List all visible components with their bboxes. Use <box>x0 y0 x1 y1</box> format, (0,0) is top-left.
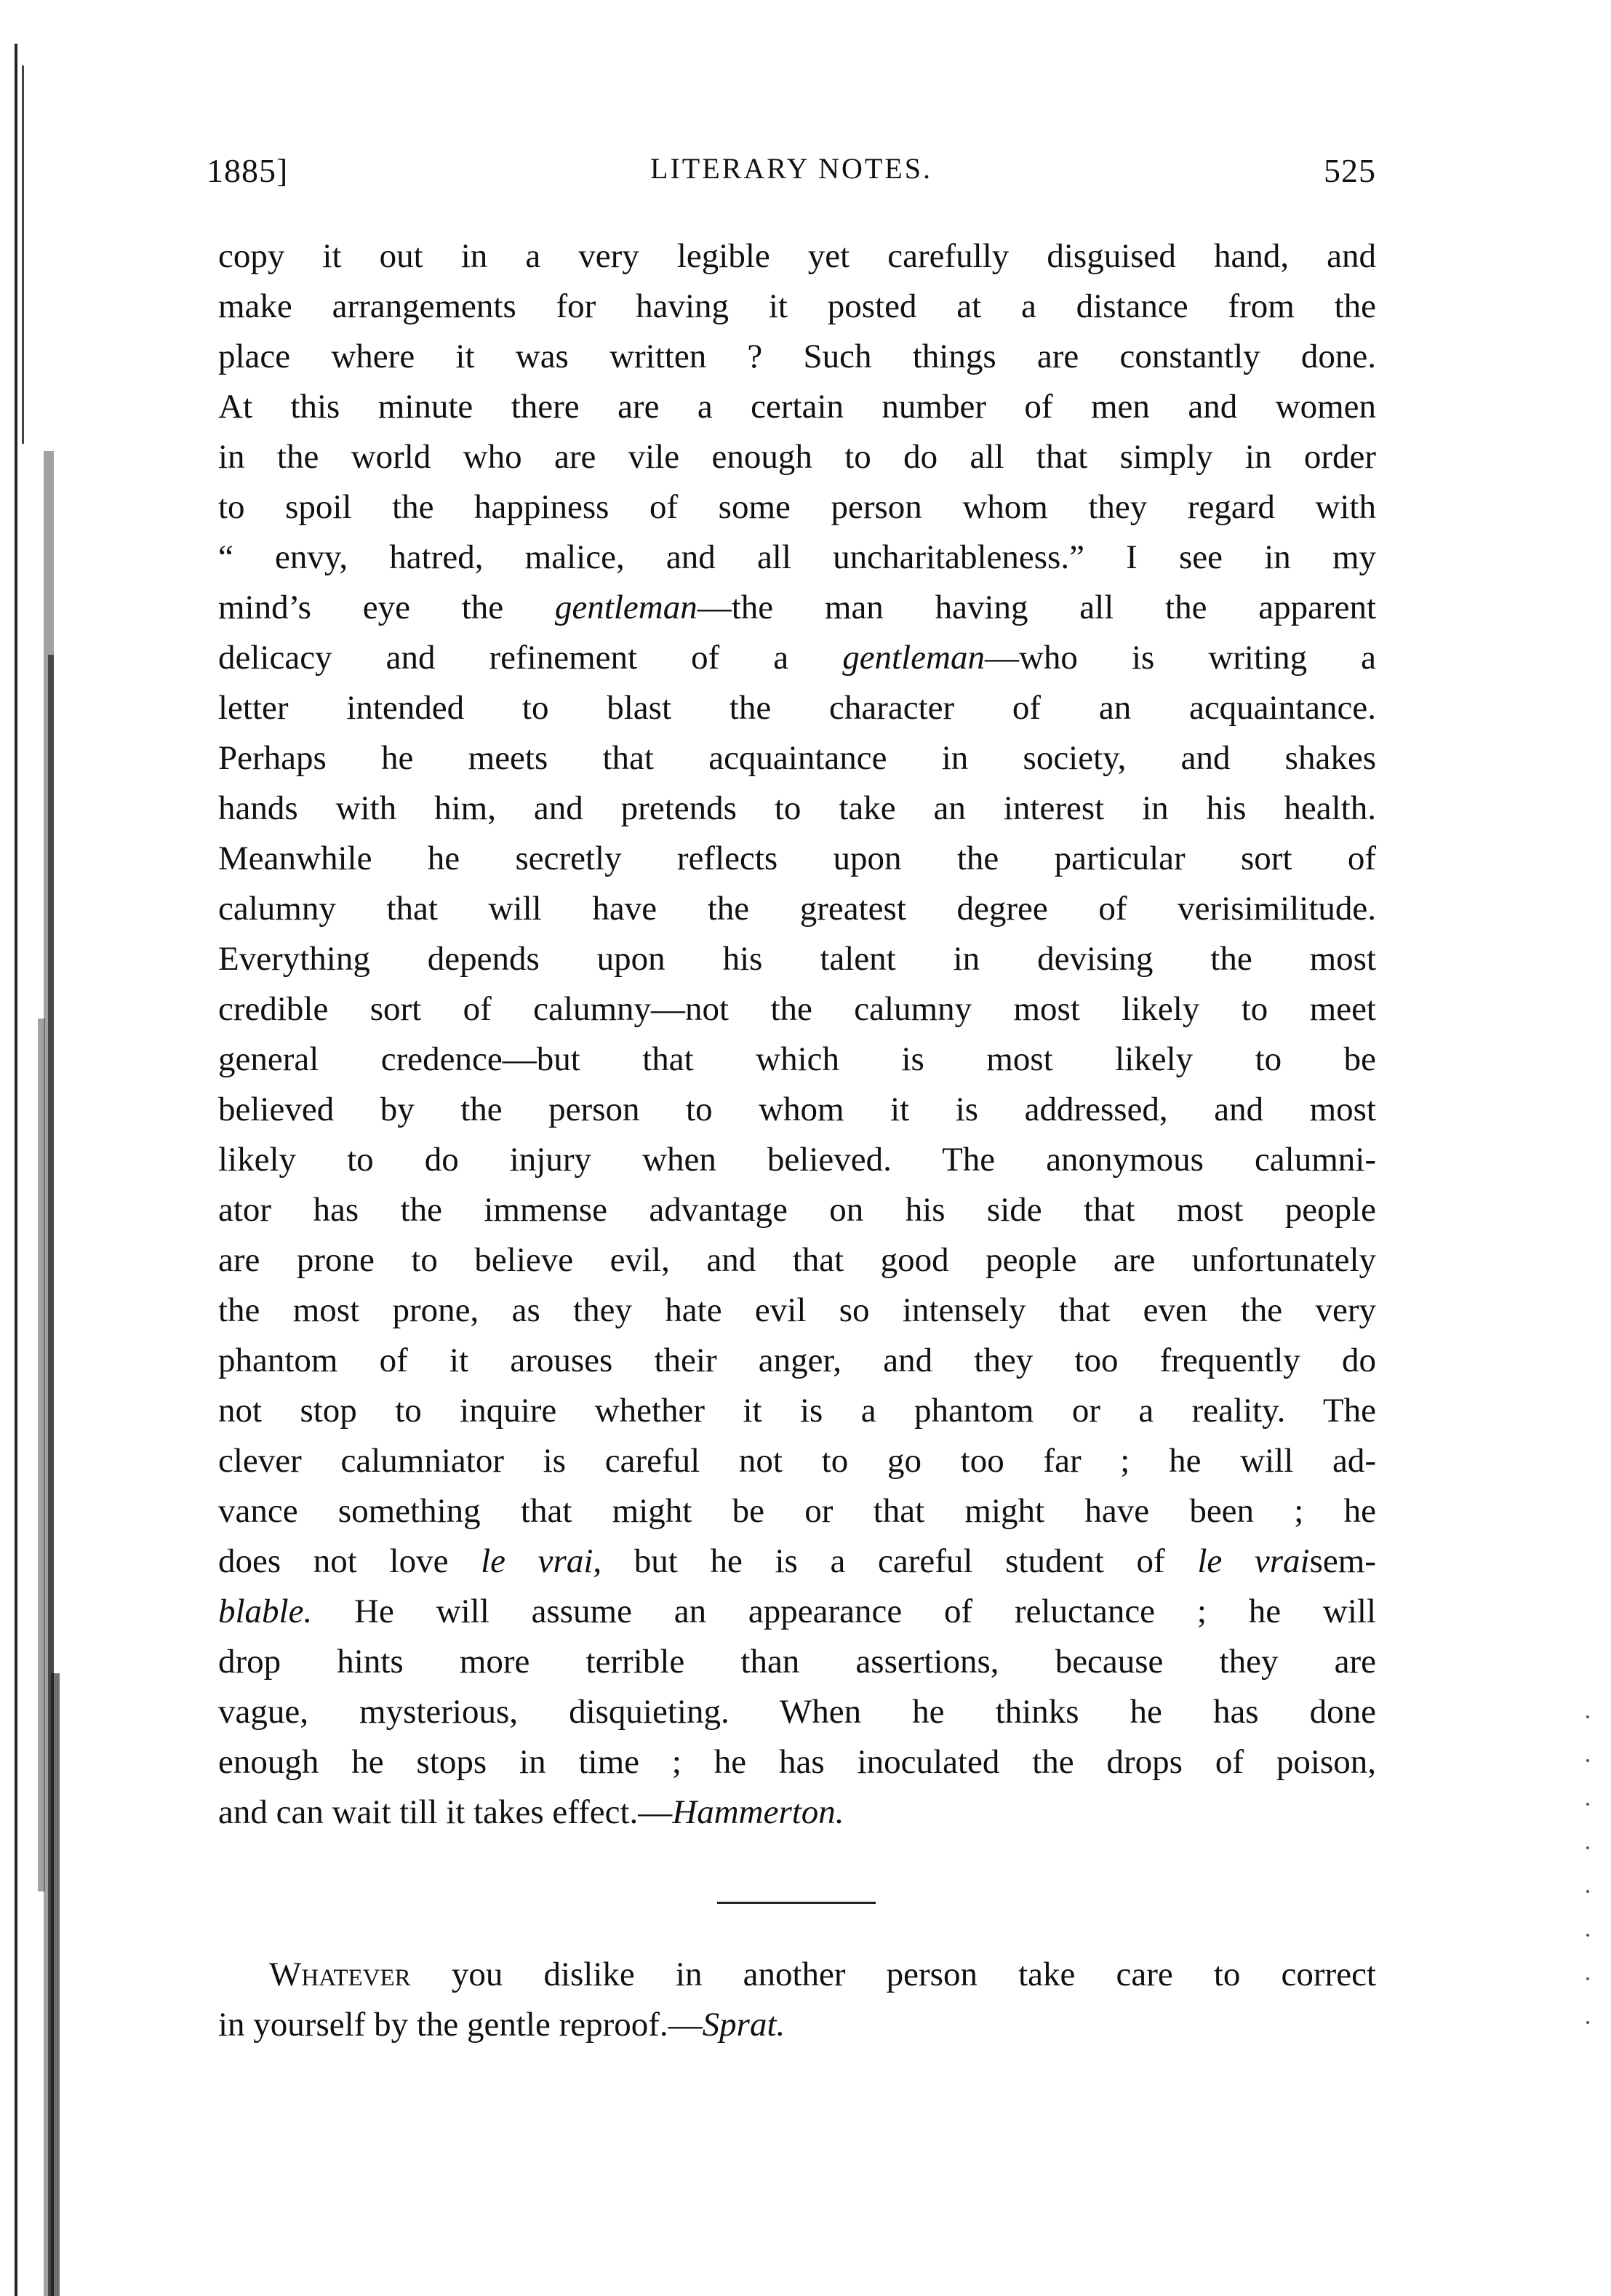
article-line: believed by the person to whom it is addressed, and most <box>218 1091 1376 1128</box>
quotation-block <box>218 1950 1376 2050</box>
article-line: vance something that might be or that might have been ; he <box>218 1492 1376 1530</box>
quotation-attribution: Sprat. <box>702 2006 785 2044</box>
header-title: LITERARY NOTES. <box>650 152 932 185</box>
quotation-line <box>218 2000 1376 2050</box>
article-line: clever calumniator is careful not to go too far ; he will ad- <box>218 1442 1376 1480</box>
quotation-lead-word: Whatever <box>269 1956 411 1993</box>
article-line: Meanwhile he secretly reflects upon the particular sort of <box>218 840 1376 877</box>
article-line: not stop to inquire whether it is a phantom or a reality. The <box>218 1392 1376 1430</box>
article-line: are prone to believe evil, and that good people are unfortunately <box>218 1241 1376 1279</box>
article-line: delicacy and refinement of a gentleman—who is writing a <box>218 639 1376 677</box>
article-line: credible sort of calumny—not the calumny most likely to meet <box>218 990 1376 1028</box>
article-line: general credence—but that which is most likely to be <box>218 1040 1376 1078</box>
article-line: make arrangements for having it posted at a distance from the <box>218 287 1376 325</box>
scanned-binding-edge <box>0 0 87 2296</box>
article-line: ator has the immense advantage on his side that most people <box>218 1191 1376 1229</box>
article-line: Perhaps he meets that acquaintance in society, and shakes <box>218 739 1376 777</box>
article-line: phantom of it arouses their anger, and they too frequently do <box>218 1342 1376 1379</box>
article-line: “ envy, hatred, malice, and all uncharitableness.” I see in my <box>218 538 1376 576</box>
article-line: hands with him, and pretends to take an interest in his health. <box>218 789 1376 827</box>
article-line: mind’s eye the gentleman—the man having all the apparent <box>218 589 1376 626</box>
article-line: enough he stops in time ; he has inoculated the drops of poison, <box>218 1743 1376 1781</box>
article-line: in the world who are vile enough to do all that simply in order <box>218 438 1376 476</box>
article-line: calumny that will have the greatest degree of verisimilitude. <box>218 890 1376 928</box>
article-line: copy it out in a very legible yet carefully disguised hand, and <box>218 237 1376 275</box>
article-line: does not love le vrai, but he is a careful student of le vraisem- <box>218 1542 1376 1580</box>
article-line: blable. He will assume an appearance of reluctance ; he will <box>218 1593 1376 1630</box>
header-year: 1885] <box>207 152 289 189</box>
running-header <box>207 151 1376 202</box>
article-line: place where it was written ? Such things are constantly done. <box>218 338 1376 375</box>
article-line: likely to do injury when believed. The anonymous calumni- <box>218 1141 1376 1179</box>
article-line: Everything depends upon his talent in devising the most <box>218 940 1376 978</box>
article-line: the most prone, as they hate evil so intensely that even the very <box>218 1291 1376 1329</box>
article-line: to spoil the happiness of some person whom they regard with <box>218 488 1376 526</box>
article-line: At this minute there are a certain number of men and women <box>218 388 1376 426</box>
article-line: drop hints more terrible than assertions, because they are <box>218 1643 1376 1681</box>
scan-speckle-marks <box>1586 1710 1590 2037</box>
article-line: and can wait till it takes effect.—Hammerton. <box>218 1793 844 1831</box>
article-line: vague, mysterious, disquieting. When he thinks he has done <box>218 1693 1376 1731</box>
quotation-line-2: in yourself by the gentle reproof.— <box>218 2006 703 2044</box>
section-divider <box>717 1902 876 1904</box>
page-number: 525 <box>1324 152 1376 189</box>
quotation-line-1-rest: you dislike in another person take care to correct <box>410 1956 1376 1993</box>
article-body <box>218 231 1376 1838</box>
quotation-line <box>218 1950 1376 2000</box>
article-line: letter intended to blast the character of an acquaintance. <box>218 689 1376 727</box>
